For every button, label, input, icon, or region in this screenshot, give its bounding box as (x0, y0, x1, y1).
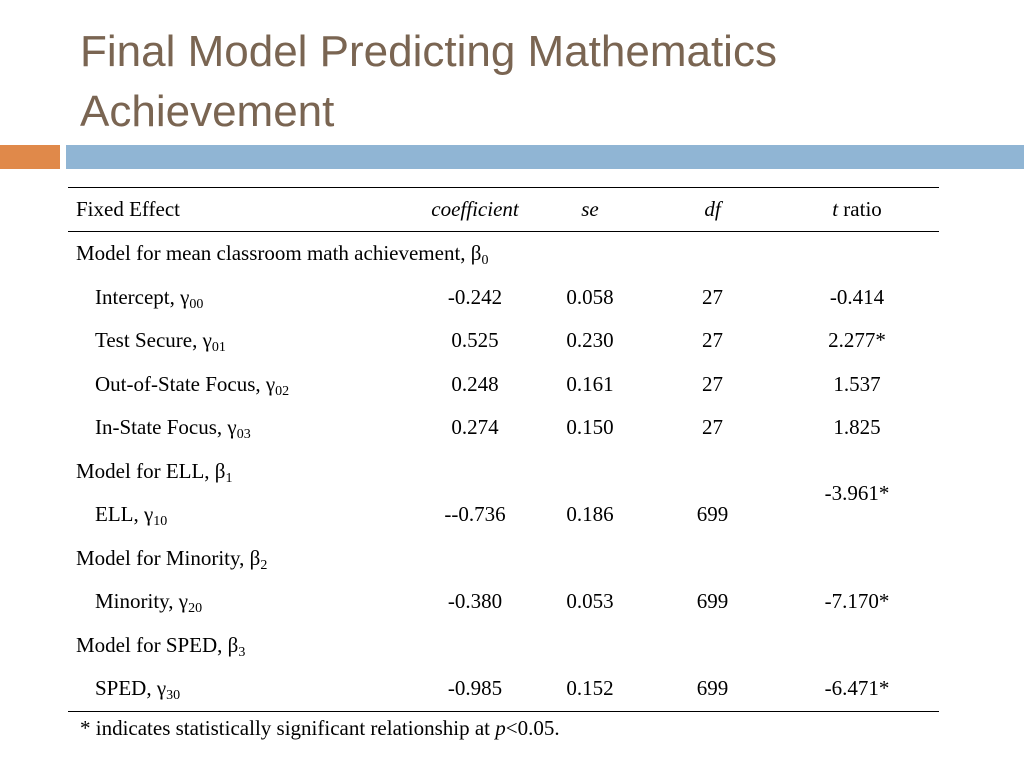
header-coefficient: coefficient (420, 188, 530, 232)
cell-t-ratio: -7.170* (824, 589, 890, 614)
row-label (68, 667, 420, 711)
group-row-sped (68, 624, 939, 668)
cell-df: 699 (696, 502, 729, 527)
cell-df: 699 (696, 589, 729, 614)
row-label (68, 580, 420, 624)
group-row-minority (68, 537, 939, 581)
cell-t-ratio: 1.825 (833, 415, 881, 440)
row-label-text: Intercept, γ (95, 284, 190, 309)
cell-df: 699 (650, 667, 775, 711)
table-row-minority (68, 580, 939, 624)
row-label-sub: 02 (275, 383, 290, 399)
group-label (68, 450, 775, 494)
row-label-sub: 20 (188, 601, 203, 617)
row-label-text: SPED, γ (95, 676, 167, 701)
cell-se: 0.186 (566, 502, 614, 527)
cell-se: 0.161 (566, 371, 614, 396)
cell-coefficient: -0.242 (447, 284, 503, 309)
cell-se: 0.058 (566, 284, 614, 309)
group-label-sub: 1 (225, 470, 233, 486)
header-ratio-text: ratio (838, 197, 882, 221)
row-label-sub: 30 (166, 688, 181, 704)
table-row-intercept (68, 276, 939, 320)
group-label-text: Model for ELL, β (76, 458, 226, 483)
accent-bar-orange (0, 145, 60, 169)
row-label-sub: 01 (211, 340, 226, 356)
note-prefix: * indicates statistically significant relationship at (80, 716, 496, 740)
cell-se: 0.053 (566, 589, 614, 614)
header-se: se (530, 188, 650, 232)
group-label-sub: 2 (260, 557, 268, 573)
table-row-in-state (68, 406, 939, 450)
group-label (68, 624, 939, 668)
row-label (68, 276, 420, 320)
row-label (68, 363, 420, 407)
row-label-text: Out-of-State Focus, γ (95, 371, 276, 396)
cell-t-ratio: -3.961* (824, 480, 890, 505)
row-label (68, 319, 420, 363)
group-row-ell (68, 450, 939, 494)
cell-coefficient: -0.985 (420, 667, 530, 711)
row-label-text: In-State Focus, γ (95, 415, 237, 440)
group-label (68, 537, 939, 581)
header-t-italic: t (832, 197, 839, 221)
cell-t-ratio: -6.471* (775, 667, 939, 711)
table-header-row (68, 188, 939, 232)
table-row-sped (68, 667, 939, 711)
cell-coefficient: 0.525 (451, 328, 499, 353)
significance-note (80, 716, 560, 741)
group-label-text: Model for SPED, β (76, 632, 239, 657)
cell-se: 0.230 (566, 328, 614, 353)
fixed-effects-table (68, 187, 939, 712)
row-label-sub: 03 (236, 427, 251, 443)
cell-t-ratio: -0.414 (829, 284, 885, 309)
accent-bar-blue (66, 145, 1024, 169)
cell-coefficient: -0.380 (447, 589, 503, 614)
group-label-text: Model for Minority, β (76, 545, 261, 570)
row-label-text: ELL, γ (95, 502, 154, 527)
group-label-sub: 0 (481, 253, 489, 269)
group-label-sub: 3 (238, 644, 246, 660)
group-row-mean (68, 232, 939, 276)
row-label-sub: 10 (153, 514, 168, 530)
cell-coefficient: --0.736 (444, 502, 506, 527)
slide-title: Final Model Predicting Mathematics Achievement (80, 27, 777, 136)
header-df: df (650, 188, 775, 232)
cell-df: 27 (702, 371, 723, 396)
cell-coefficient: 0.274 (451, 415, 499, 440)
group-label-text: Model for mean classroom math achievement, β (76, 241, 482, 266)
cell-t-ratio: 1.537 (833, 371, 881, 396)
row-label (68, 493, 420, 537)
row-label-text: Minority, γ (95, 589, 189, 614)
row-label-sub: 00 (189, 296, 204, 312)
cell-t-ratio: 2.277* (828, 328, 886, 353)
note-p-italic: p (495, 716, 506, 740)
table-row-test-secure (68, 319, 939, 363)
row-label-text: Test Secure, γ (95, 328, 212, 353)
row-label (68, 406, 420, 450)
group-label (68, 232, 939, 276)
cell-coefficient: 0.248 (451, 371, 499, 396)
cell-df: 27 (702, 415, 723, 440)
cell-df: 27 (702, 284, 723, 309)
cell-se: 0.150 (566, 415, 614, 440)
header-t-ratio (775, 188, 939, 232)
header-fixed-effect: Fixed Effect (68, 188, 420, 232)
cell-df: 27 (702, 328, 723, 353)
note-suffix: <0.05. (505, 716, 560, 740)
cell-se: 0.152 (530, 667, 650, 711)
table-row-out-of-state (68, 363, 939, 407)
